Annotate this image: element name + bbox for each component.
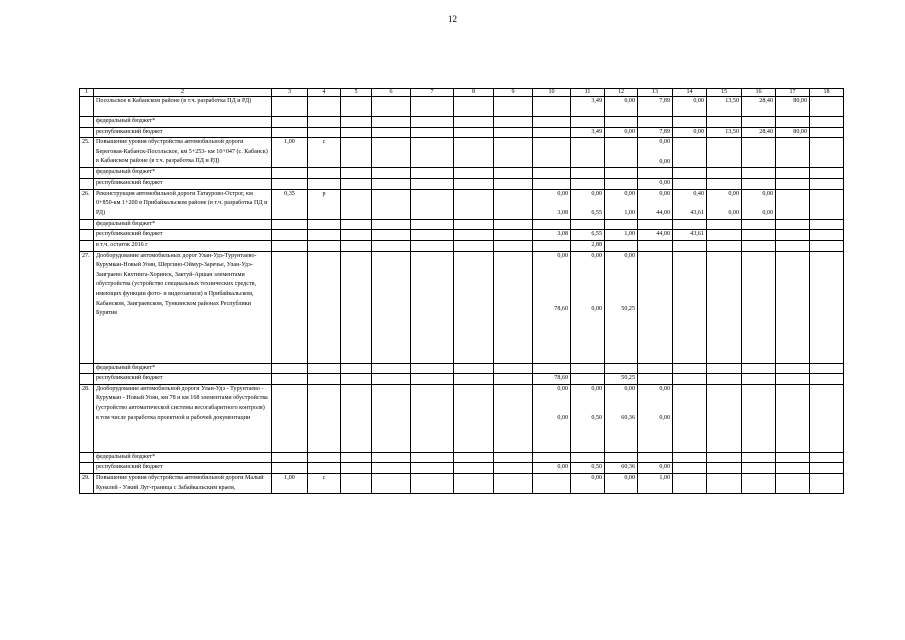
cell-value: 80,00	[776, 127, 810, 138]
cell-value: 28,40	[742, 97, 776, 117]
cell-value: 1,00	[605, 230, 638, 241]
item-number: 27.	[80, 251, 94, 363]
cell-value	[571, 189, 605, 219]
cell-value	[533, 384, 571, 452]
col-header: 6	[372, 89, 411, 97]
table-row	[80, 463, 844, 474]
budget-label: федеральный бюджет*	[94, 363, 272, 374]
budget-label: в т.ч. остаток 2016 г	[94, 240, 272, 251]
cell-value	[605, 251, 638, 363]
cell-value: 43,61	[673, 230, 707, 241]
table-row	[80, 138, 844, 168]
budget-label: республиканский бюджет	[94, 463, 272, 474]
col-header: 1	[80, 89, 94, 97]
cell-value: 0,00	[605, 127, 638, 138]
cell-value: 0,00	[571, 473, 605, 493]
cell-value: 1,00	[638, 473, 673, 493]
item-number: 26.	[80, 189, 94, 219]
cell-value: 13,50	[707, 127, 742, 138]
item-description: Реконструкция автомобильной дороги Татаурово-Острог, км 0+850-км 1+200 в Прибайкальском районе (в т.ч. разработка ПД и РД)	[94, 189, 272, 219]
item-number: 28.	[80, 384, 94, 452]
col-header: 17	[776, 89, 810, 97]
cell-value: 3,08	[533, 230, 571, 241]
cell-value: 1,00	[624, 210, 635, 217]
cell-value: 78,60	[533, 374, 571, 385]
col-header: 13	[638, 89, 673, 97]
col-header: 10	[533, 89, 571, 97]
cell-value: 0,00	[762, 210, 773, 217]
cell-value: 0,00	[673, 97, 707, 117]
cell-value: 0,00	[591, 385, 602, 392]
cell-value: 0,00	[728, 210, 739, 217]
cell-value: 0,00	[659, 158, 670, 165]
item-description: Повышение уровня обустройства автомобильной дороги Малый Куналей - Узкий Луг-граница с Забайкальским краем,	[94, 473, 272, 493]
item-number: 29.	[80, 473, 94, 493]
investment-table	[79, 88, 844, 494]
cell-value: 0,00	[638, 178, 673, 189]
col-header: 9	[494, 89, 533, 97]
page-number: 12	[448, 14, 457, 24]
item-description: Дооборудование автомобильной дороги Улан-Удэ - Турунтаево - Курумкан - Новый Уоян, км 78 и км 168 элементами обустройства (устройство автоматической системы весогабаритного контроля) в том числе разработка проектной и рабочей документации	[94, 384, 272, 452]
cell-value: 60,36	[605, 463, 638, 474]
table-row	[80, 97, 844, 117]
table-row	[80, 219, 844, 230]
budget-label: республиканский бюджет	[94, 178, 272, 189]
cell-value: 0,00	[659, 139, 670, 146]
cell-value: 13,50	[707, 97, 742, 117]
cell-value: 0,00	[762, 190, 773, 197]
col-header: 3	[272, 89, 308, 97]
cell-value: 0,00	[638, 463, 673, 474]
cell-value: 0,40	[693, 190, 704, 197]
cell-value: 7,89	[638, 127, 673, 138]
budget-label: республиканский бюджет	[94, 127, 272, 138]
cell-value: 0,00	[624, 190, 635, 197]
cell-value: 44,00	[638, 230, 673, 241]
cell-value: 50,25	[605, 374, 638, 385]
item-description: Повышение уровня обустройства автомобильной дороги Береговая-Кабанск-Посольское, км 5+253- км 10+047 (с. Кабанск) в Кабанском районе (в т.ч. разработка ПД и РД)	[94, 138, 272, 168]
cell-value: 0,00	[557, 385, 568, 392]
budget-label: республиканский бюджет	[94, 230, 272, 241]
cell-value	[605, 189, 638, 219]
cell-value: 0,00	[557, 190, 568, 197]
cell-value: 6,55	[591, 210, 602, 217]
cell-value: 0,00	[659, 415, 670, 422]
cell-value: 0,00	[624, 385, 635, 392]
col-header: 15	[707, 89, 742, 97]
cell-value: 0,00	[533, 463, 571, 474]
table-row	[80, 384, 844, 452]
cell-value: 0,00	[673, 127, 707, 138]
budget-label: федеральный бюджет*	[94, 117, 272, 128]
cell-value: 0,00	[557, 252, 568, 259]
cell-value: 0,00	[591, 252, 602, 259]
cell-value: с	[308, 473, 341, 493]
cell-value: 60,36	[621, 415, 635, 422]
table-row	[80, 117, 844, 128]
cell-value	[638, 384, 673, 452]
cell-value: 0,00	[591, 306, 602, 313]
cell-value: 80,00	[776, 97, 810, 117]
cell-value: 0,50	[571, 463, 605, 474]
cell-value: 0,00	[557, 415, 568, 422]
cell-value: 3,08	[557, 210, 568, 217]
cell-value: 0,00	[728, 190, 739, 197]
cell-value: с	[308, 138, 341, 168]
cell-value: 1,00	[272, 473, 308, 493]
col-header: 5	[341, 89, 372, 97]
col-header: 2	[94, 89, 272, 97]
cell-value	[605, 384, 638, 452]
budget-label: федеральный бюджет*	[94, 452, 272, 463]
cell-value	[571, 384, 605, 452]
col-header: 18	[810, 89, 844, 97]
budget-label: республиканский бюджет	[94, 374, 272, 385]
cell-value	[742, 189, 776, 219]
cell-value: 3,49	[571, 97, 605, 117]
table-row	[80, 189, 844, 219]
cell-value: 43,61	[690, 210, 704, 217]
table-row	[80, 178, 844, 189]
cell-value: 44,00	[656, 210, 670, 217]
col-header: 7	[411, 89, 454, 97]
col-header: 16	[742, 89, 776, 97]
cell-value: 28,40	[742, 127, 776, 138]
table-row	[80, 363, 844, 374]
cell-value: 0,35	[272, 189, 308, 219]
cell-value: 2,88	[571, 240, 605, 251]
table-row	[80, 127, 844, 138]
cell-value: 3,49	[571, 127, 605, 138]
cell-value	[571, 251, 605, 363]
item-number: 25.	[80, 138, 94, 168]
table-row	[80, 473, 844, 493]
table-row	[80, 251, 844, 363]
cell-value: 78,60	[554, 306, 568, 313]
table-row	[80, 168, 844, 179]
table-row	[80, 230, 844, 241]
cell-value: 0,50	[591, 415, 602, 422]
cell-value	[638, 189, 673, 219]
cell-value: р	[308, 189, 341, 219]
budget-label: федеральный бюджет*	[94, 168, 272, 179]
cell-value: 0,00	[591, 190, 602, 197]
item-description: Посольское в Кабанском районе (в т.ч. разработка ПД и РД)	[94, 97, 272, 117]
col-header: 8	[454, 89, 494, 97]
cell-value: 0,00	[624, 252, 635, 259]
cell-value: 0,00	[605, 97, 638, 117]
table-row	[80, 374, 844, 385]
cell-value	[707, 189, 742, 219]
col-header: 4	[308, 89, 341, 97]
cell-value	[673, 189, 707, 219]
budget-label: федеральный бюджет*	[94, 219, 272, 230]
table-row	[80, 240, 844, 251]
cell-value: 6,55	[571, 230, 605, 241]
col-header: 11	[571, 89, 605, 97]
cell-value: 1,00	[272, 138, 308, 168]
table-row	[80, 452, 844, 463]
cell-value	[533, 251, 571, 363]
cell-value	[533, 189, 571, 219]
cell-value: 7,89	[638, 97, 673, 117]
col-header: 14	[673, 89, 707, 97]
item-description: Дооборудование автомобильных дорог Улан-Удэ-Турунтаево-Курумкан-Новый Уоян, Шергино-Оймур-Заречье, Улан-Удэ-Заиграево Кяхтинга-Хоринск, Зактуй-Аршан элементами обустройства (устройство специальных технических средств, имеющих функции фото- и видеозаписи) в Прибайкальском, Кабанском, Заиграевском, Тункинском районах Республики Бурятия	[94, 251, 272, 363]
cell-value: 0,00	[659, 190, 670, 197]
header-row	[80, 89, 844, 97]
cell-value	[638, 138, 673, 168]
col-header: 12	[605, 89, 638, 97]
cell-value: 0,00	[659, 385, 670, 392]
cell-value: 0,00	[605, 473, 638, 493]
cell-value: 50,25	[621, 306, 635, 313]
